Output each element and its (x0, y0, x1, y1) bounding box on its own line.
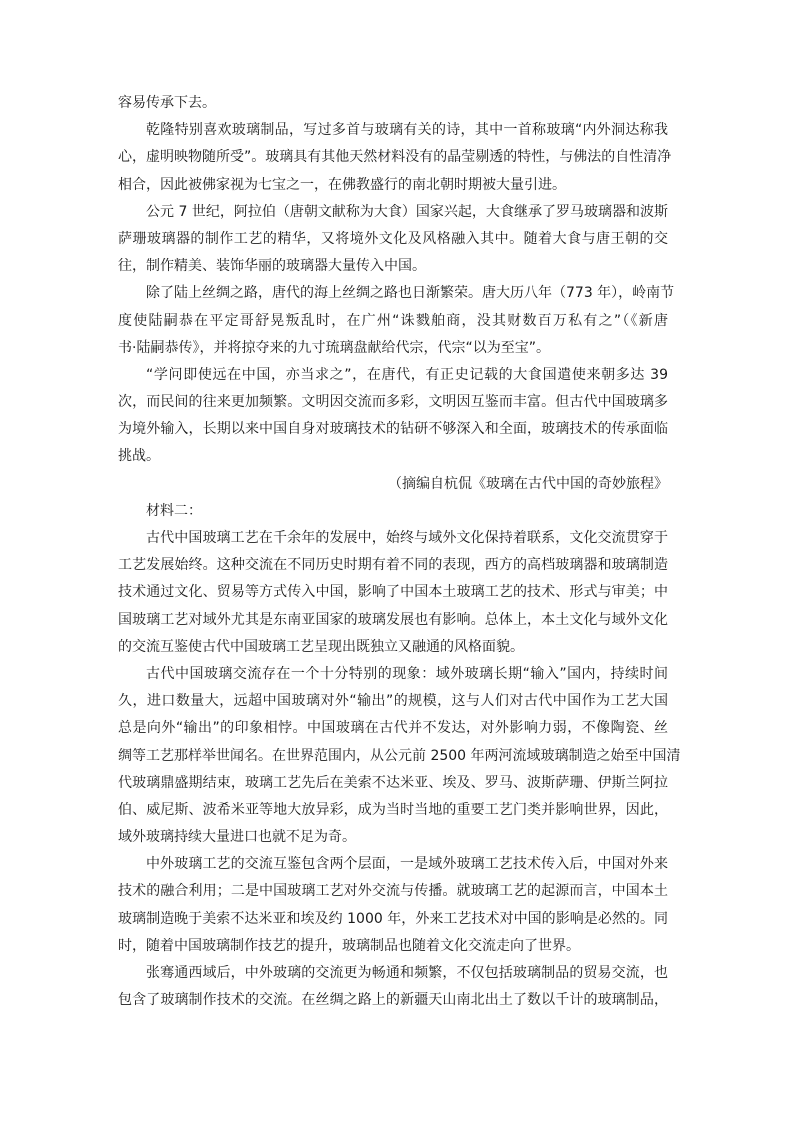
text-line: 技术的融合利用；二是中国玻璃工艺对外交流与传播。就玻璃工艺的起源而言，中国本土 (118, 883, 668, 900)
text-line: 为境外输入，长期以来中国自身对玻璃技术的钻研不够深入和全面，玻璃技术的传承面临 (118, 421, 668, 438)
text-line: “学问即使远在中国，亦当求之”，在唐代，有正史记载的大食国遣使来朝多达 39 (146, 366, 668, 383)
text-line: 时，随着中国玻璃制作技艺的提升，玻璃制品也随着文化交流走向了世界。 (118, 937, 580, 954)
text-line: 久，进口数量大，远超中国玻璃对外“输出”的规模，这与人们对古代中国作为工艺大国 (118, 693, 668, 710)
text-line: 乾隆特别喜欢玻璃制品，写过多首与玻璃有关的诗，其中一首称玻璃“内外洞达称我 (146, 122, 668, 139)
text-line: 古代中国玻璃交流存在一个十分特别的现象：域外玻璃长期“输入”国内，持续时间 (146, 665, 668, 682)
text-line: 代玻璃鼎盛期结束，玻璃工艺先后在美索不达米亚、埃及、罗马、波斯萨珊、伊斯兰阿拉 (118, 774, 668, 791)
text-line: 的交流互鉴使古代中国玻璃工艺呈现出既独立又融通的风格面貌。 (118, 638, 524, 655)
text-line: 萨珊玻璃器的制作工艺的精华，又将境外文化及风格融入其中。随着大食与唐王朝的交 (118, 230, 668, 247)
text-line: 度使陆嗣恭在平定哥舒晃叛乱时，在广州“诛戮舶商，没其财数百万私有之”（《新唐 (118, 312, 668, 329)
text-line: 古代中国玻璃工艺在千余年的发展中，始终与域外文化保持着联系，文化交流贯穿于 (146, 530, 668, 546)
document-page (118, 90, 681, 1014)
text-line: 伯、威尼斯、波希米亚等地大放异彩，成为当时当地的重要工艺门类并影响世界，因此， (118, 801, 668, 818)
text-line: 国玻璃工艺对域外尤其是东南亚国家的玻璃发展也有影响。总体上，本土文化与域外文化 (118, 611, 668, 628)
text-line: 张骞通西域后，中外玻璃的交流更为畅通和频繁，不仅包括玻璃制品的贸易交流，也 (146, 965, 668, 981)
text-line: 除了陆上丝绸之路，唐代的海上丝绸之路也日渐繁荣。唐大历八年（773 年），岭南节 (146, 285, 675, 302)
text-line: 公元 7 世纪，阿拉伯（唐朝文献称为大食）国家兴起，大食继承了罗马玻璃器和波斯 (146, 203, 668, 220)
source-citation: （摘编自杭侃《玻璃在古代中国的奇妙旅程》 (388, 475, 668, 492)
text-line: 心，虚明映物随所受”。玻璃具有其他天然材料没有的晶莹剔透的特性，与佛法的自性清净 (118, 149, 672, 166)
section-heading: 材料二： (146, 502, 202, 519)
text-line: 相合，因此被佛家视为七宝之一，在佛教盛行的南北朝时期被大量引进。 (118, 176, 566, 193)
text-line: 工艺发展始终。这种交流在不同历史时期有着不同的表现，西方的高档玻璃器和玻璃制造 (118, 557, 668, 574)
text-line: 书·陆嗣恭传》，并将掠夺来的九寸琉璃盘献给代宗，代宗“以为至宝”。 (118, 339, 550, 356)
text-line: 挑战。 (118, 448, 160, 465)
text-line: 次，而民间的往来更加频繁。文明因交流而多彩，文明因互鉴而丰富。但古代中国玻璃多 (118, 394, 668, 411)
text-line: 域外玻璃持续大量进口也就不足为奇。 (118, 829, 356, 846)
text-line: 容易传承下去。 (118, 95, 216, 111)
text-line: 中外玻璃工艺的交流互鉴包含两个层面，一是域外玻璃工艺技术传入后，中国对外来 (146, 856, 668, 873)
text-line: 玻璃制造晚于美索不达米亚和埃及约 1000 年，外来工艺技术对中国的影响是必然的。同 (118, 910, 668, 927)
text-line: 绸等工艺那样举世闻名。在世界范围内，从公元前 2500 年两河流域玻璃制造之始至中国清 (118, 747, 681, 764)
text-line: 往，制作精美、装饰华丽的玻璃器大量传入中国。 (118, 258, 426, 275)
text-line: 包含了玻璃制作技术的交流。在丝绸之路上的新疆天山南北出土了数以千计的玻璃制品， (118, 992, 668, 1009)
text-line: 技术通过文化、贸易等方式传入中国，影响了中国本土玻璃工艺的技术、形式与审美；中 (118, 584, 668, 601)
text-line: 总是向外“输出”的印象相悖。中国玻璃在古代并不发达，对外影响力弱，不像陶瓷、丝 (118, 720, 668, 737)
